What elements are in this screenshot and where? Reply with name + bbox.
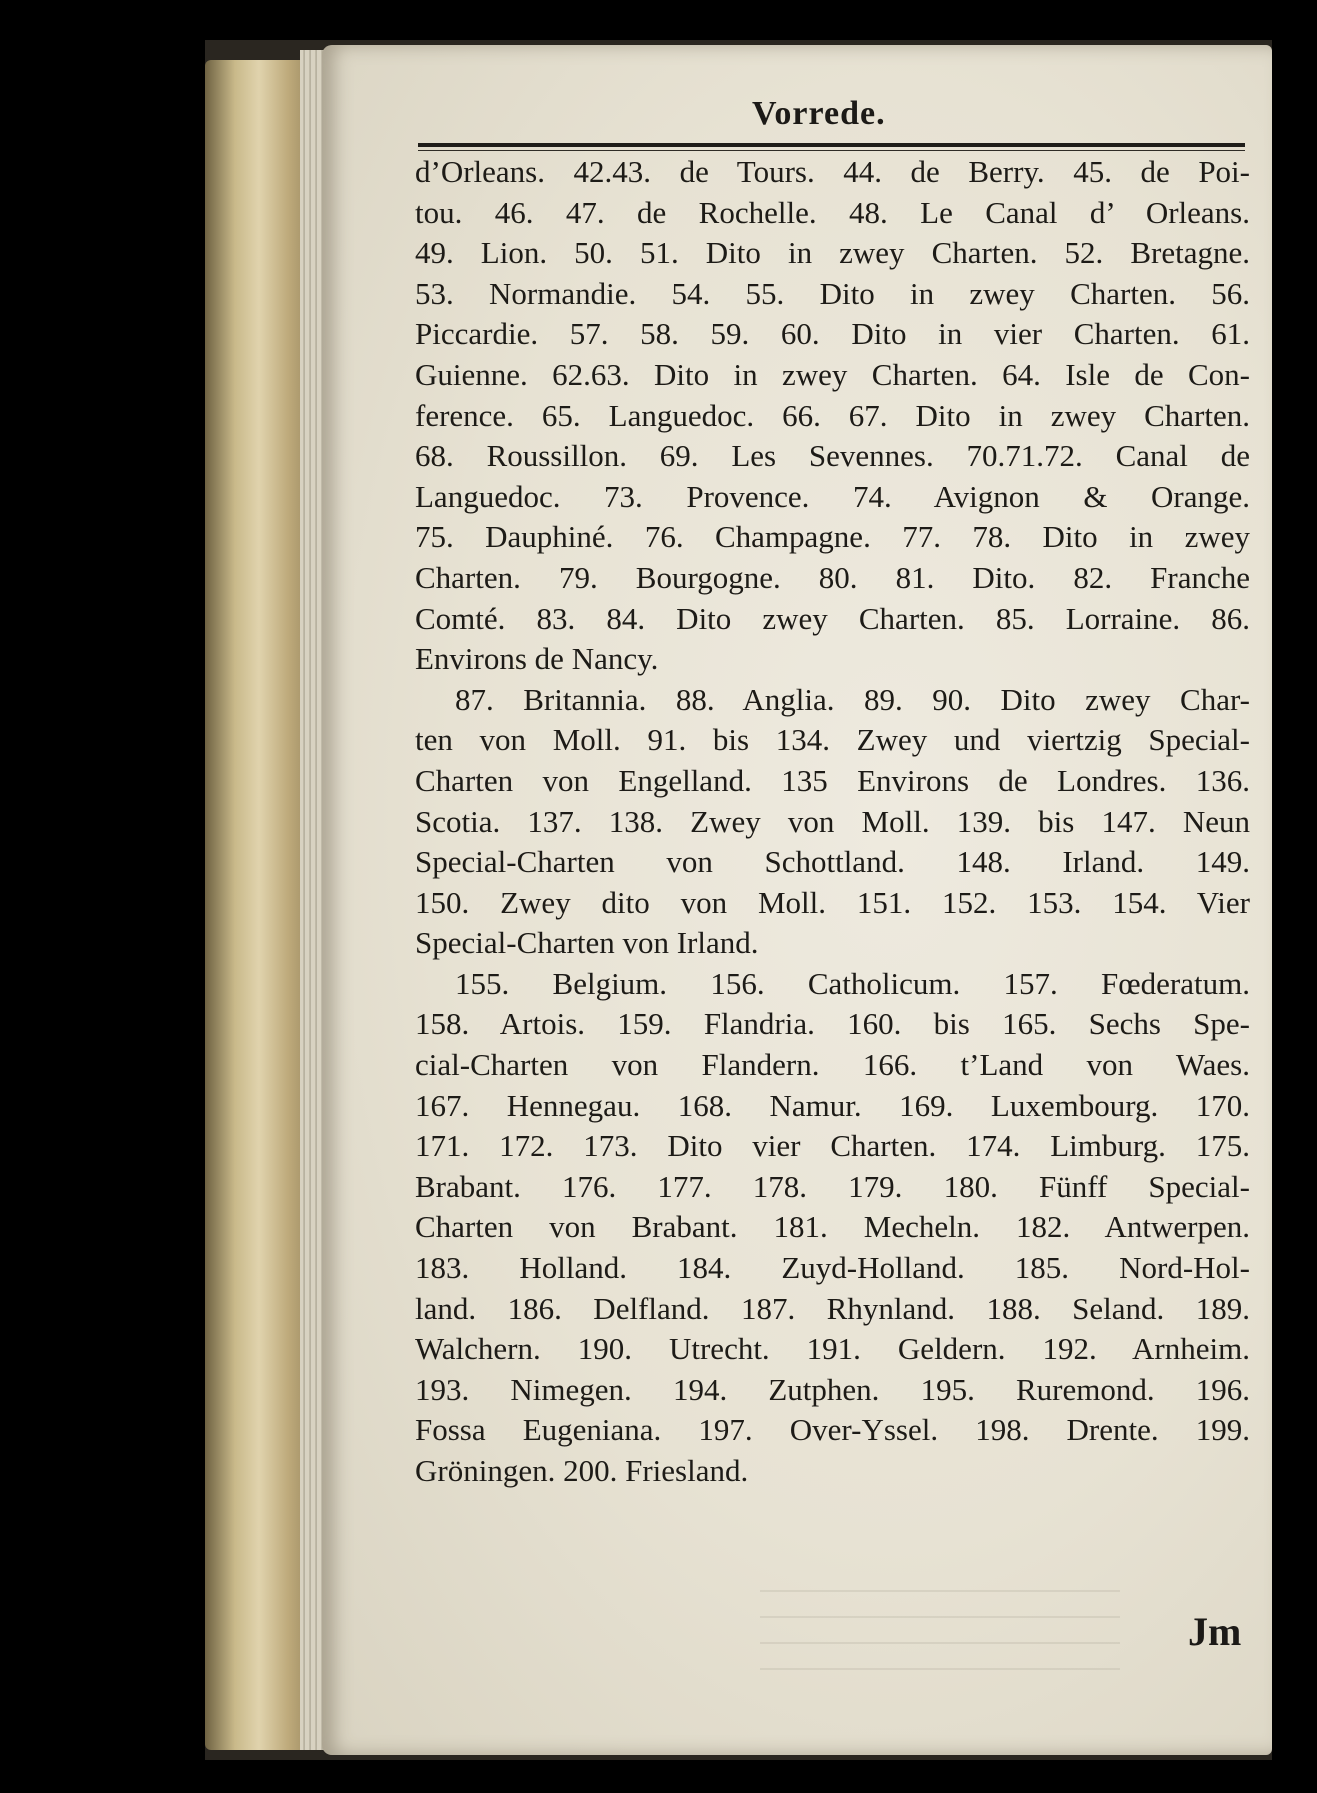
text-line: Environs de Nancy.: [415, 641, 659, 677]
text-line: Scotia. 137. 138. Zwey von Moll. 139. bis 147. Neun: [415, 803, 1250, 839]
background-edge: [1272, 40, 1317, 1780]
text-line: 75. Dauphiné. 76. Champagne. 77. 78. Dito in zwey: [415, 519, 1250, 555]
text-line: 183. Holland. 184. Zuyd-Holland. 185. Nord-Hol-: [415, 1250, 1250, 1286]
text-line: 150. Zwey dito von Moll. 151. 152. 153. 154. Vier: [415, 884, 1250, 920]
page-body: [415, 152, 1250, 1492]
text-line: 53. Normandie. 54. 55. Dito in zwey Charten. 56.: [415, 275, 1250, 311]
text-line: 158. Artois. 159. Flandria. 160. bis 165. Sechs Spe-: [415, 1006, 1250, 1042]
catchword: Jm: [1188, 1609, 1242, 1654]
text-line: Fossa Eugeniana. 197. Over-Yssel. 198. Drente. 199.: [415, 1412, 1250, 1448]
text-line: Piccardie. 57. 58. 59. 60. Dito in vier Charten. 61.: [415, 316, 1250, 352]
text-line: Gröningen. 200. Friesland.: [415, 1453, 749, 1488]
header-rule: [418, 143, 1245, 147]
text-line: Special-Charten von Irland.: [415, 925, 759, 961]
text-line: 167. Hennegau. 168. Namur. 169. Luxembourg. 170.: [415, 1087, 1250, 1123]
text-line: 155. Belgium. 156. Catholicum. 157. Fœderatum.: [455, 965, 1250, 1001]
text-line: 171. 172. 173. Dito vier Charten. 174. Limburg. 175.: [415, 1128, 1250, 1164]
text-line: 49. Lion. 50. 51. Dito in zwey Charten. 52. Bretagne.: [415, 235, 1250, 271]
text-line: 68. Roussillon. 69. Les Sevennes. 70.71.72. Canal de: [415, 438, 1250, 474]
show-through-text: [760, 1590, 1120, 1670]
text-line: tou. 46. 47. de Rochelle. 48. Le Canal d’ Orleans.: [415, 194, 1250, 230]
text-line: ten von Moll. 91. bis 134. Zwey und viertzig Special-: [415, 722, 1250, 758]
text-line: Guienne. 62.63. Dito in zwey Charten. 64. Isle de Con-: [415, 356, 1250, 392]
text-line: ference. 65. Languedoc. 66. 67. Dito in zwey Charten.: [415, 397, 1250, 433]
text-line: Walchern. 190. Utrecht. 191. Geldern. 192. Arnheim.: [415, 1331, 1250, 1367]
text-line: Charten von Brabant. 181. Mecheln. 182. Antwerpen.: [415, 1209, 1250, 1245]
text-line: Special-Charten von Schottland. 148. Irland. 149.: [415, 844, 1250, 880]
text-line: Charten von Engelland. 135 Environs de Londres. 136.: [415, 762, 1250, 798]
text-line: Languedoc. 73. Provence. 74. Avignon & Orange.: [415, 478, 1250, 514]
text-line: cial-Charten von Flandern. 166. t’Land von Waes.: [415, 1047, 1250, 1083]
text-line: Comté. 83. 84. Dito zwey Charten. 85. Lorraine. 86.: [415, 600, 1250, 636]
header-rule-thin: [418, 150, 1245, 151]
text-line: Brabant. 176. 177. 178. 179. 180. Fünff Special-: [415, 1168, 1250, 1204]
text-line: d’Orleans. 42.43. de Tours. 44. de Berry. 45. de Poi-: [415, 154, 1250, 189]
text-line: 87. Britannia. 88. Anglia. 89. 90. Dito zwey Char-: [455, 681, 1250, 717]
text-line: land. 186. Delfland. 187. Rhynland. 188. Seland. 189.: [415, 1290, 1250, 1326]
text-line: Charten. 79. Bourgogne. 80. 81. Dito. 82. Franche: [415, 559, 1250, 595]
text-line: 193. Nimegen. 194. Zutphen. 195. Ruremond. 196.: [415, 1371, 1250, 1407]
running-header: Vorrede.: [752, 95, 886, 132]
